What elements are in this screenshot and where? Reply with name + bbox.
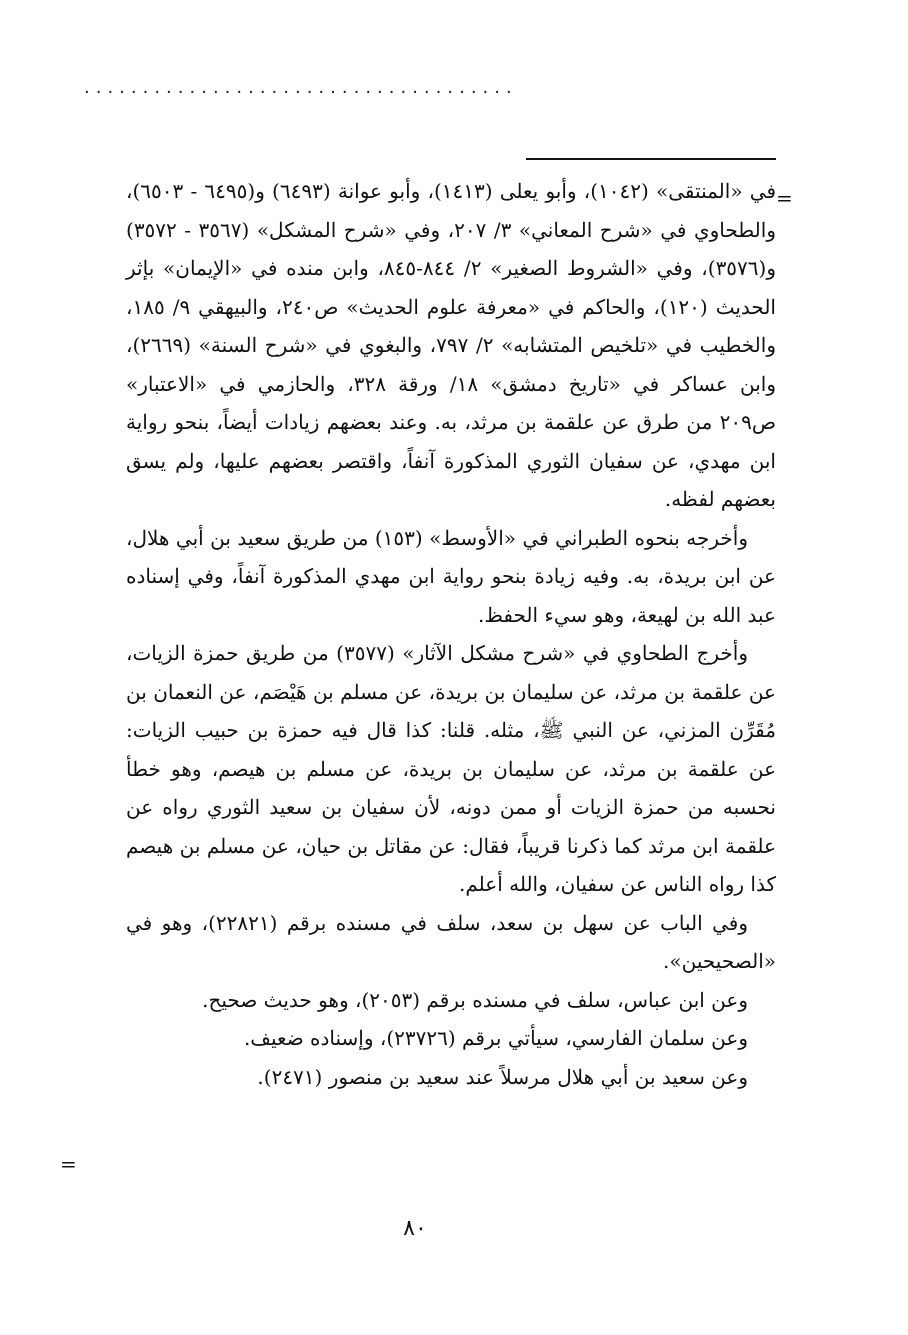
paragraph-4: وفي الباب عن سهل بن سعد، سلف في مسنده برقم (٢٢٨٢١)، وهو في «الصحيحين». — [126, 910, 776, 973]
short-line-2: وعن سلمان الفارسي، سيأتي برقم (٢٣٧٢٦)، وإسناده ضعيف. — [243, 1026, 748, 1050]
paragraph-3: وأخرج الطحاوي في «شرح مشكل الآثار» (٣٥٧٧) من طريق حمزة الزيات، عن علقمة بن مرثد، عن سليمان بن بريدة، عن مسلم بن هَيْصَم، عن النعمان بن مُقَرِّن المزني، عن النبي ﷺ، مثله. قلنا: كذا قال فيه حمزة بن حبيب الزيات: عن علقمة بن مرثد، عن سليمان بن بريدة، عن مسلم بن هيصم، وهو خطأ نحسبه من حمزة الزيات أو ممن دونه، لأن سفيان بن سعيد الثوري رواه عن علقمة ابن مرثد كما ذكرنا قريباً، فقال: عن مقاتل بن حيان، عن مسلم بن هيصم كذا رواه الناس عن سفيان، والله أعلم. — [126, 641, 776, 896]
short-line-1: وعن ابن عباس، سلف في مسنده برقم (٢٠٥٣)، وهو حديث صحيح. — [202, 987, 748, 1012]
paragraph-2: وأخرجه بنحوه الطبراني في «الأوسط» (١٥٣) من طريق سعيد بن أبي هلال، عن ابن بريدة، به. وفيه زيادة بنحو رواية ابن مهدي المذكورة آنفاً، وفي إسناده عبد الله بن لهيعة، وهو سيء الحفظ. — [126, 525, 776, 627]
short-line-3: وعن سعيد بن أبي هلال مرسلاً عند سعيد بن منصور (٢٤٧١). — [257, 1064, 748, 1089]
paragraph-1: في «المنتقى» (١٠٤٢)، وأبو يعلى (١٤١٣)، وأبو عوانة (٦٤٩٣) و(٦٤٩٥ - ٦٥٠٣)، والطحاوي في «شرح المعاني» ٣/ ٢٠٧، وفي «شرح المشكل» (٣٥٦٧ - ٣٥٧٢) و(٣٥٧٦)، وفي «الشروط الصغير» ٢/ ٨٤٤-٨٤٥، وابن منده في «الإيمان» بإثر الحديث (١٢٠)، والحاكم في «معرفة علوم الحديث» ص٢٤٠، والبيهقي ٩/ ١٨٥، والخطيب في «تلخيص المتشابه» ٢/ ٧٩٧، والبغوي في «شرح السنة» (٢٦٦٩)، وابن عساكر في «تاريخ دمشق» ١٨/ ورقة ٣٢٨، والحازمي في «الاعتبار» ص٢٠٩ من طرق عن علقمة بن مرثد، به. وعند بعضهم زيادات أيضاً، بنحو رواية ابن مهدي، عن سفيان الثوري المذكورة آنفاً، واقتصر بعضهم عليها، ولم يسق بعضهم لفظه. — [126, 179, 777, 511]
footnote-text — [126, 172, 776, 1096]
next-page-marker: = — [60, 1152, 77, 1176]
continuation-marker: = — [776, 186, 793, 210]
page-number: ٨٠ — [403, 1216, 427, 1241]
footnote-separator — [526, 158, 776, 160]
header-dotted-line: ····································· — [84, 82, 518, 103]
